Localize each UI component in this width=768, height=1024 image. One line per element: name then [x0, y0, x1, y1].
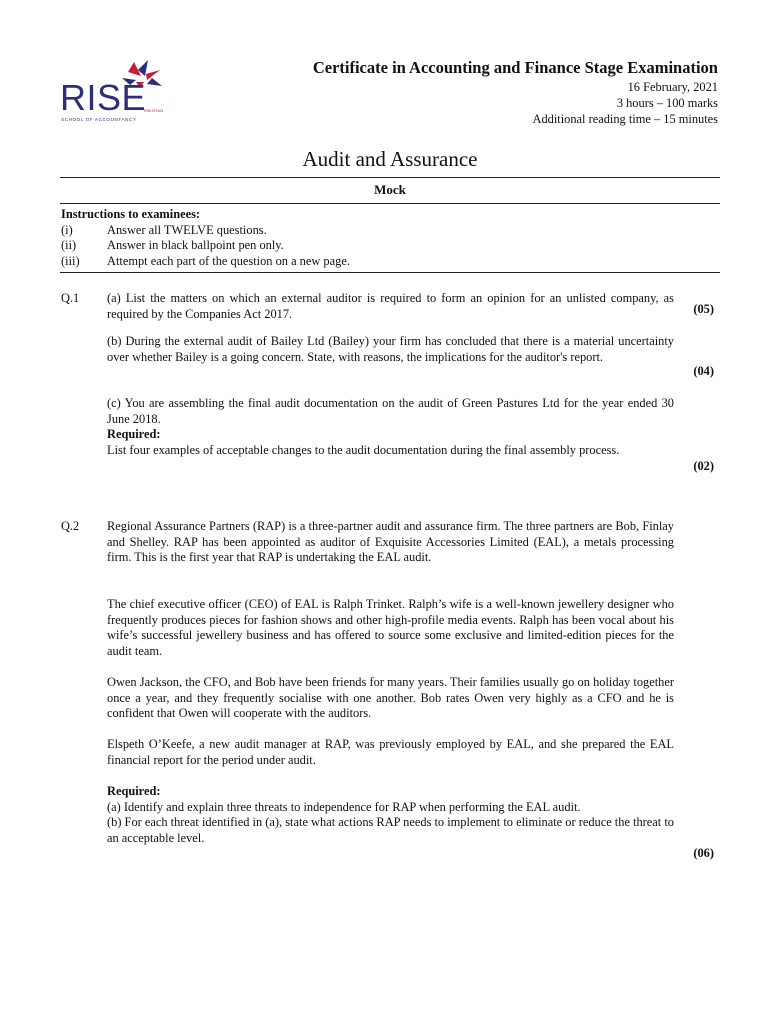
divider: [60, 177, 720, 178]
instruction-text: Answer all TWELVE questions.: [107, 222, 267, 237]
instruction-number: (i): [61, 222, 73, 237]
question-number: Q.1: [61, 291, 80, 305]
exam-duration: 3 hours – 100 marks: [616, 96, 718, 110]
q2-required-label: Required:: [107, 784, 161, 798]
rise-logo: [60, 58, 170, 128]
q1-c-marks: (02): [693, 459, 714, 473]
logo-subtitle: SCHOOL OF ACCOUNTANCY: [61, 117, 137, 122]
instructions: [61, 207, 681, 269]
q1-part-a: (a) List the matters on which an external auditor is required to form an opinion for an unlisted company, as required by the Companies Act 2017.: [107, 291, 674, 321]
q2-paragraph-4: Elspeth O’Keefe, a new audit manager at RAP, was previously employed by EAL, and she prepared the EAL financial report for the period under audit.: [107, 737, 674, 767]
instruction-number: (iii): [61, 253, 80, 268]
exam-reading-time: Additional reading time – 15 minutes: [532, 112, 718, 126]
q2-required: [107, 784, 674, 846]
q2-marks: (06): [693, 846, 714, 860]
q2-required-a: (a) Identify and explain three threats to independence for RAP when performing the EAL audit.: [107, 799, 581, 814]
exam-date: 16 February, 2021: [627, 80, 718, 94]
instruction-item: [61, 223, 681, 239]
instruction-text: Attempt each part of the question on a new page.: [107, 253, 350, 268]
q1-b-marks: (04): [693, 364, 714, 378]
subject-title: Audit and Assurance: [302, 147, 478, 171]
question-number: Q.2: [61, 519, 80, 533]
divider: [60, 272, 720, 273]
q1-part-b: (b) During the external audit of Bailey Ltd (Bailey) your firm has concluded that there is a material uncertainty over whether Bailey is a going concern. State, with reasons, the implications for the auditor's report.: [107, 334, 674, 364]
exam-header: [313, 58, 718, 127]
q2-paragraph-2: The chief executive officer (CEO) of EAL is Ralph Trinket. Ralph’s wife is a well-known jewellery designer who frequently produces pieces for fashion shows and other high-profile media events. Ralph has been vocal about his wife’s successful jewellery business and has offered to source some exclusive and limited-edition pieces for the audit team.: [107, 597, 674, 658]
q1-part-c: [107, 396, 674, 458]
mock-label: Mock: [374, 182, 406, 197]
exam-title: Certificate in Accounting and Finance Stage Examination: [312, 58, 718, 77]
q1-c-required-text: List four examples of acceptable changes to the audit documentation during the final assembly process.: [107, 442, 620, 457]
instructions-heading: Instructions to examinees:: [61, 207, 201, 221]
logo-text: RISE: [60, 77, 147, 118]
instruction-text: Answer in black ballpoint pen only.: [107, 238, 284, 253]
q2-paragraph-1: Regional Assurance Partners (RAP) is a three-partner audit and assurance firm. The three partners are Bob, Finlay and Shelley. RAP has been appointed as auditor of Exquisite Accessories Limited (EAL), a metals processing firm. This is the first year that RAP is undertaking the EAL audit.: [107, 519, 674, 565]
q1-a-marks: (05): [693, 302, 714, 316]
q2-paragraph-3: Owen Jackson, the CFO, and Bob have been friends for many years. Their families usually go on holiday together once a year, and they frequently socialise with one another. Bob rates Owen very highly as a CFO and he is confident that Owen will cooperate with the auditors.: [107, 675, 674, 721]
divider: [60, 203, 720, 204]
instruction-item: [61, 254, 681, 270]
logo-small-text: PAKISTAN: [144, 108, 164, 113]
q2-required-b: (b) For each threat identified in (a), state what actions RAP needs to implement to eliminate or reduce the threat to an acceptable level.: [107, 815, 674, 845]
instruction-item: [61, 238, 681, 254]
q1-c-text: (c) You are assembling the final audit documentation on the audit of Green Pastures Ltd for the year ended 30 June 2018.: [107, 396, 674, 426]
instruction-number: (ii): [61, 238, 77, 253]
q1-c-required-label: Required:: [107, 427, 161, 442]
